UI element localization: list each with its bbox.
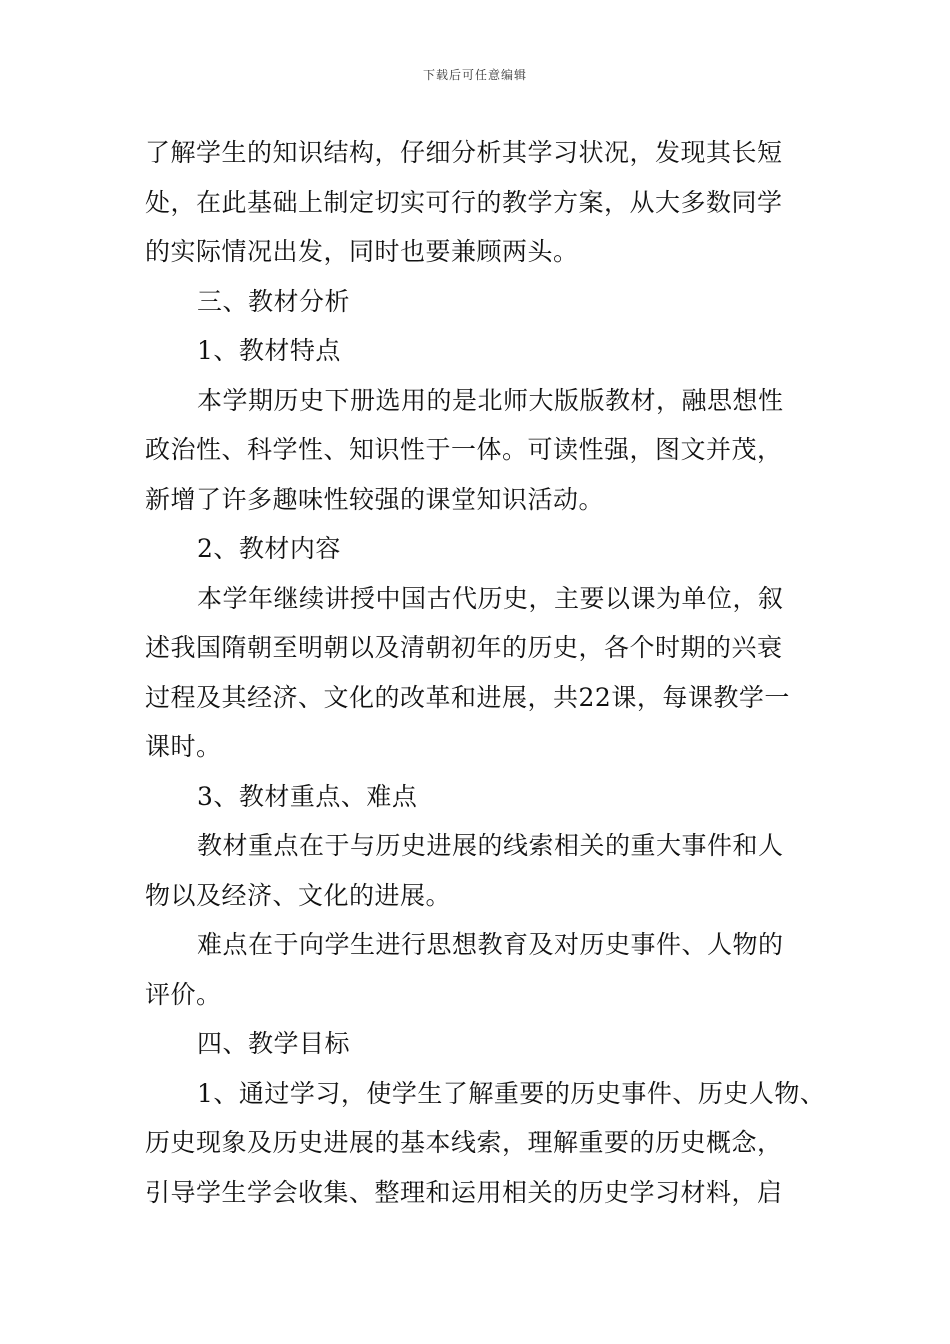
text-line: 述我国隋朝至明朝以及清朝初年的历史，各个时期的兴衰 — [145, 633, 783, 662]
text-line: 了解学生的知识结构，仔细分析其学习状况，发现其长短 — [145, 138, 783, 167]
text-line: 引导学生学会收集、整理和运用相关的历史学习材料，启 — [145, 1177, 783, 1207]
text-line: 难点在于向学生进行思想教育及对历史事件、人物的 — [197, 930, 784, 959]
text-line: 物以及经济、文化的进展。 — [145, 880, 452, 910]
text-line: 评价。 — [145, 979, 222, 1009]
text-line: 新增了许多趣味性较强的课堂知识活动。 — [145, 484, 605, 514]
text-line: 四、教学目标 — [197, 1029, 351, 1058]
text-line: 的实际情况出发，同时也要兼顾两头。 — [145, 237, 579, 266]
text-line: 2、教材内容 — [197, 534, 341, 563]
document-body — [145, 128, 826, 1217]
page-header: 下载后可任意编辑 — [422, 68, 527, 82]
text-line: 3、教材重点、难点 — [197, 781, 418, 811]
text-line: 过程及其经济、文化的改革和进展，共22课，每课教学一 — [145, 682, 790, 712]
text-line: 政治性、科学性、知识性于一体。可读性强，图文并茂， — [145, 435, 783, 464]
text-line: 本学年继续讲授中国古代历史，主要以课为单位，叙 — [197, 583, 784, 613]
text-line: 本学期历史下册选用的是北师大版版教材，融思想性 — [197, 385, 784, 415]
text-line: 1、通过学习，使学生了解重要的历史事件、历史人物、 — [197, 1078, 826, 1108]
text-line: 课时。 — [145, 732, 222, 761]
text-line: 处，在此基础上制定切实可行的教学方案，从大多数同学 — [145, 187, 783, 217]
text-line: 1、教材特点 — [197, 336, 341, 365]
text-line: 教材重点在于与历史进展的线索相关的重大事件和人 — [197, 831, 784, 860]
text-line: 三、教材分析 — [197, 286, 351, 316]
text-line: 历史现象及历史进展的基本线索，理解重要的历史概念， — [145, 1128, 783, 1157]
